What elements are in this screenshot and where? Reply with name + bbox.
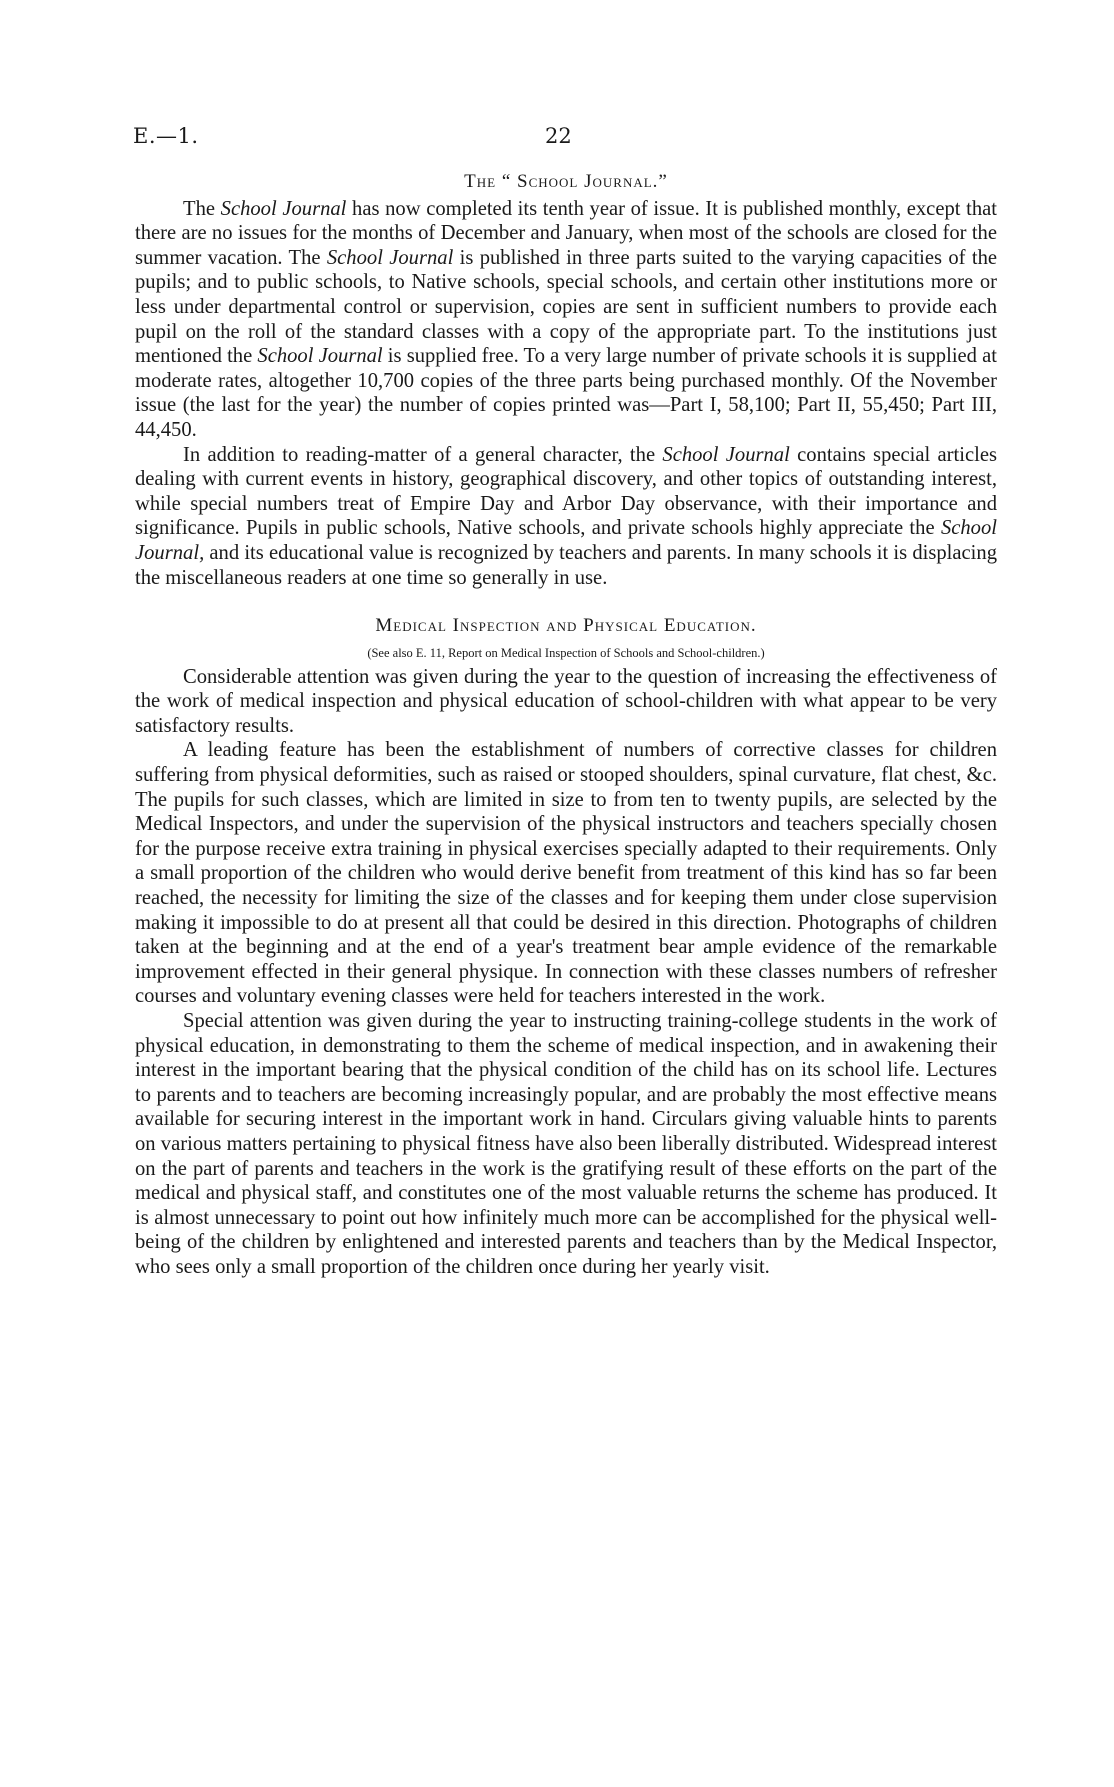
italic-title: School Journal [220,197,347,220]
text-run: and its educational value is recognized by teachers and parents. In many schools it is displacing the miscellaneous readers at one time so generally in use. [135,541,997,589]
cross-reference-note: (See also E. 11, Report on Medical Inspection of Schools and School-children.) [367,645,765,660]
text-run: is supplied free. To a very large number of private schools it is supplied at moderate rates, altogether 10,700 copies of the three parts being purchased monthly. Of the November issue (the last for the year) the number of copies printed was—Part I, 58,100; Part II, 55,450; Part III, 44,450. [135,345,997,441]
section-heading-medical-inspection: Medical Inspection and Physical Education. [375,615,757,637]
paragraph [135,443,997,591]
header-reference: E.—1. [133,124,199,148]
text-run: has now completed its tenth year of issue. It is published monthly, except that there are no issues for the months of December and January, when most of the schools are closed for the summer vacation. The [135,197,997,269]
text-run: is published in three parts suited to the varying capacities of the pupils; and to public schools, to Native schools, special schools, and certain other institutions more or less under departmental control or supervision, copies are sent in sufficient numbers to provide each pupil on the roll of the standard classes with a copy of the appropriate part. To the institutions just mentioned the [135,246,998,368]
italic-title: School Journal [662,443,790,466]
paragraph: Special attention was given during the year to instructing training-college students in the work of physical education, in demonstrating to them the scheme of medical inspection, and in awakening their interest in the important bearing that the physical condition of the child has on its school life. Lectures to parents and to teachers are becoming increasingly popular, and are probably the most effective means available for securing interest in the important work in hand. Circulars giving valuable hints to parents on various matters pertaining to physical fitness have also been liberally distributed. Widespread interest on the part of parents and teachers in the work is the gratifying result of these efforts on the part of the medical and physical staff, and constitutes one of the most valuable returns the scheme has produced. It is almost unnecessary to point out how infinitely much more can be accomplished for the physical well-being of the children by enlightened and interested parents and teachers than by the Medical Inspector, who sees only a small proportion of the children once during her yearly visit. [135,1010,997,1278]
page-number: 22 [545,124,572,148]
italic-title: School Journal [326,246,454,269]
paragraph: Considerable attention was given during the year to the question of increasing the effectiveness of the work of medical inspection and physical education of school-children with what appear to be very satisfactory results. [135,665,997,737]
text-run: In addition to reading-matter of a general character, the [183,443,663,466]
text-run: contains special articles dealing with current events in history, geographical discovery, and other topics of outstanding interest, while special numbers treat of Empire Day and Arbor Day observance, with their importance and significance. Pupils in public schools, Native schools, and private schools highly appreciate the [135,443,997,540]
italic-title: School Journal [257,345,383,368]
page-content [135,170,997,1280]
section-heading-school-journal: The “ School Journal.” [464,171,668,192]
paragraph: A leading feature has been the establishment of numbers of corrective classes for children suffering from physical deformities, such as raised or stooped shoulders, spinal curvature, flat chest, &c. The pupils for such classes, which are limited in size to from ten to twenty pupils, are selected by the Medical Inspectors, and under the supervision of the physical instructors and teachers specially chosen for the purpose receive extra training in physical exercises specially adapted to their requirements. Only a small proportion of the children who would derive benefit from treatment of this kind has so far been reached, the necessity for limiting the size of the classes and for keeping them under close supervision making it impossible to do at present all that could be desired in this direction. Photographs of children taken at the beginning and at the end of a year's treatment bear ample evidence of the remarkable improvement effected in their general physique. In connection with these classes numbers of refresher courses and voluntary evening classes were held for teachers interested in the work. [135,739,997,1008]
text-run: The [183,197,221,220]
italic-title: School Journal, [135,517,997,564]
paragraph [135,197,997,443]
